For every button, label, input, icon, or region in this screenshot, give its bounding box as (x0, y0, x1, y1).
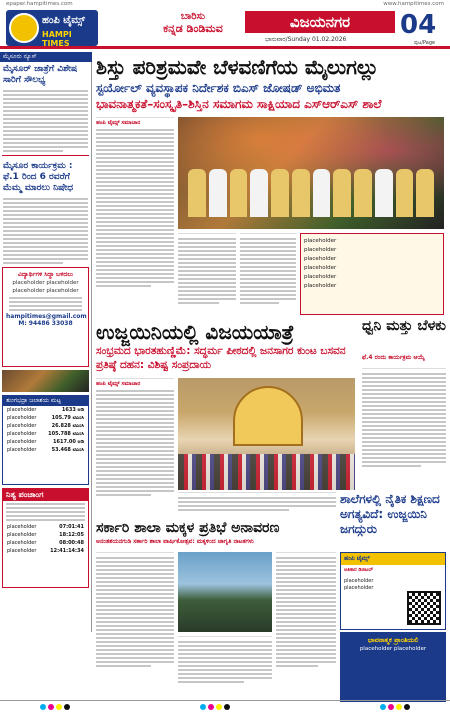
dam-row: placeholder 105.788 ಟಿಎಂಸಿ (7, 431, 84, 437)
dam-level-panel (2, 395, 89, 485)
logo-kannada: ಹಂಪಿ ಟೈಮ್ಸ್ (42, 15, 85, 26)
panchanga-row: placeholder 08:00:48 (7, 540, 84, 546)
section-header: ಮೈಸೂರು ನ್ಯೂಸ್ (0, 52, 92, 62)
highlight-item: placeholder (304, 283, 337, 289)
logo-english: HAMPI TIMES (42, 30, 72, 48)
govt-body-col2 (276, 552, 336, 696)
notice-advt (340, 632, 446, 702)
qr-ad-body: placeholder placeholder (344, 578, 374, 591)
advt-body: placeholder placeholder (359, 646, 427, 652)
divider (2, 155, 89, 156)
tagline-line1: ಬಾರಿಸು (180, 11, 206, 22)
tagline-line2: ಕನ್ನಡ ಡಿಂಡಿಮವ (163, 22, 223, 35)
qr-ad-head: ಅತಿಕಾರ ಡಿಜಿಟಲ್ (344, 567, 373, 573)
highlights-box (300, 233, 444, 315)
ethics-headline[interactable]: ಶಾಲೆಗಳಲ್ಲಿ ನೈತಿಕ ಶಿಕ್ಷಣದ ಅಗತ್ಯವಿದೆ: ಉಜ್ಜಯಿನಿ ಜಗದ್ಗುರು (340, 492, 440, 536)
edition-date: ಭಾನುವಾರ/Sunday 01.02.2026 (265, 36, 347, 43)
advt-head: ಭಾವನಾತ್ಮಕ ಪ್ರಾಂತಿಯಲಿ (367, 636, 419, 644)
panchanga-header: ನಿತ್ಯ ಪಂಚಾಂಗ (3, 489, 88, 501)
dhvani-subhead: ಫೆ.4 ರಂದು ಕಾರ್ಯಕ್ರಮ ಆಯ್ಕೆ (362, 354, 425, 361)
govt-body-col1 (96, 552, 174, 696)
highlight-item: placeholder (304, 265, 337, 271)
lead-subhead-2: ಭಾವನಾತ್ಮಕತೆ–ಸಂಸ್ಕೃತಿ–ಶಿಸ್ತಿನ ಸಮಾಗಮ ಸಾಕ್ಷಿಯಾದ ಎಸ್‌ಆರ್‌ಎಸ್ ಶಾಲೆ (96, 97, 382, 111)
dam-row: placeholder 105.79 ಟಿಎಂಸಿ (7, 415, 84, 421)
lead-stage-photo (178, 117, 444, 229)
digital-subscription-ad[interactable] (340, 552, 446, 630)
top-urls (0, 0, 450, 9)
ad-body: placeholder placeholder placeholder placeholder (12, 280, 79, 294)
epaper-url[interactable]: epaper.hampitimes.com (6, 1, 73, 7)
govt-school-subhead: ಅನಂತಶಯನಗುಡಿ ಸರ್ಕಾರಿ ಶಾಲಾ ವಾರ್ಷಿಕೋತ್ಸವ: ಮಕ್ಕಳಿಂದ ಜಾಗೃತಿ ನಾಟಕಗಳು (96, 538, 254, 545)
ujjaini-headline[interactable]: ಉಜ್ಜಯಿನಿಯಲ್ಲಿ ವಿಜಯಯಾತ್ರೆ (96, 320, 294, 344)
logo (6, 10, 98, 46)
story-body (0, 198, 91, 264)
subscription-ad (2, 267, 89, 367)
govt-school-headline[interactable]: ಸರ್ಕಾರಿ ಶಾಲಾ ಮಕ್ಕಳ ಪ್ರತಿಭೆ ಅನಾವರಣ (96, 520, 280, 536)
story-body (0, 90, 91, 152)
dhvani-headline[interactable]: ಧ್ವನಿ ಮತ್ತು ಬೆಳಕು (362, 318, 446, 334)
lead-body-col3 (240, 233, 296, 315)
lead-body-col2 (178, 233, 236, 315)
tagline (150, 11, 236, 46)
ujjaini-subhead: ಸಂಭ್ರಮದ ಭಾರತಹುಣ್ಣಿಮೆ: ಸದ್ಧರ್ಮ ಪೀಠದಲ್ಲಿ ಜನಸಾಗರ ಕುಂಟ ಬಸವನ ಪ್ರತಿಷ್ಠೆ ದಹನ: ವಿಶಿಷ್ಟ ಸಂಪ್ರದಾಯ (96, 345, 346, 371)
lead-subhead: ಸ್ಟರ್ಯೋಲ್ ವ್ಯವಸ್ಥಾಪಕ ನಿರ್ದೇಶಕ ಬಿಎಸ್‌ ಜೋಷಡ್ ಅಭಿಮತ (96, 81, 341, 95)
panchanga-panel (2, 488, 89, 588)
qr-ad-brand: ಹಂಪಿ ಟೈಮ್ಸ್ (341, 553, 445, 565)
dam-row: placeholder 53.468 ಟಿಎಂಸಿ (7, 447, 84, 453)
ujjaini-body-col1 (96, 378, 174, 514)
dhvani-body (362, 368, 446, 488)
highlight-item: placeholder (304, 247, 337, 253)
panchanga-row: placeholder 18:12:05 (7, 532, 84, 538)
highlight-item: placeholder (304, 274, 337, 280)
registration-marks-left (40, 704, 70, 710)
qr-code-icon[interactable] (407, 591, 441, 625)
panchanga-row: placeholder 12:41:14:34 (7, 548, 84, 554)
school-event-photo (178, 552, 272, 632)
ad-email[interactable]: hampitimes@gmail.com (6, 313, 87, 320)
logo-emblem-icon (9, 13, 39, 43)
registration-marks-right (380, 704, 410, 710)
dam-photo (2, 370, 89, 392)
ad-headline: ವಿದ್ಯಾರ್ಥಿಗಳಿ ಸಿದ್ಧಾ ಬಳಿದಲು (17, 271, 74, 278)
dam-row: placeholder 1633 ಅಡಿ (7, 407, 84, 413)
story-headline[interactable]: ಮೈಸೂರ ಕಾರ್ಯಕ್ರಮ : ಫೆ.1 ರಿಂದ 6 ರವರೆಗೆ ಮೆಮ್ಮ ಮಾರಲು ನಿಷೇಧ (3, 161, 74, 193)
site-url[interactable]: www.hampitimes.com (383, 1, 444, 7)
ad-mobile: M: 94486 33038 (18, 320, 73, 327)
lead-headline[interactable]: ಶಿಸ್ತು ಪರಿಶ್ರಮವೇ ಬೆಳವಣಿಗೆಯ ಮೈಲುಗಲ್ಲು (96, 55, 379, 79)
ujjaini-procession-photo (178, 378, 355, 490)
lead-dateline: ಹಂಪಿ ಟೈಮ್ಸ್ ಸಮಾಚಾರ (96, 120, 141, 126)
lead-body-col1 (96, 117, 174, 315)
govt-body-col3 (178, 636, 272, 696)
dam-level-header: ತುಂಗಭದ್ರಾ ಜಲಾಶಯ ಮಟ್ಟ (3, 396, 88, 406)
left-column (0, 52, 92, 632)
ujjaini-body-col2 (178, 492, 336, 514)
edition-city: ವಿಜಯನಗರ (245, 11, 395, 33)
dam-row: placeholder 1617.00 ಅಡಿ (7, 439, 84, 445)
highlight-item: placeholder (304, 256, 337, 262)
highlight-item: placeholder (304, 238, 337, 244)
ujjaini-dateline: ಹಂಪಿ ಟೈಮ್ಸ್ ಸಮಾಚಾರ (96, 381, 141, 387)
dam-row: placeholder 26.828 ಟಿಎಂಸಿ (7, 423, 84, 429)
masthead (0, 9, 450, 49)
print-footer (0, 700, 450, 713)
story-headline[interactable]: ಮೈಸೂರ್‌ ಜಾತ್ರೆಗೆ ವಿಶೇಷ ಸಾರಿಗೆ ಸೌಲಭ್ಯ (3, 64, 78, 85)
panchanga-row: placeholder 07:01:41 (7, 524, 84, 530)
registration-marks-center (200, 704, 230, 710)
page-number: 04 (400, 10, 437, 40)
page-label: ಪುಟ/Page (414, 40, 436, 46)
